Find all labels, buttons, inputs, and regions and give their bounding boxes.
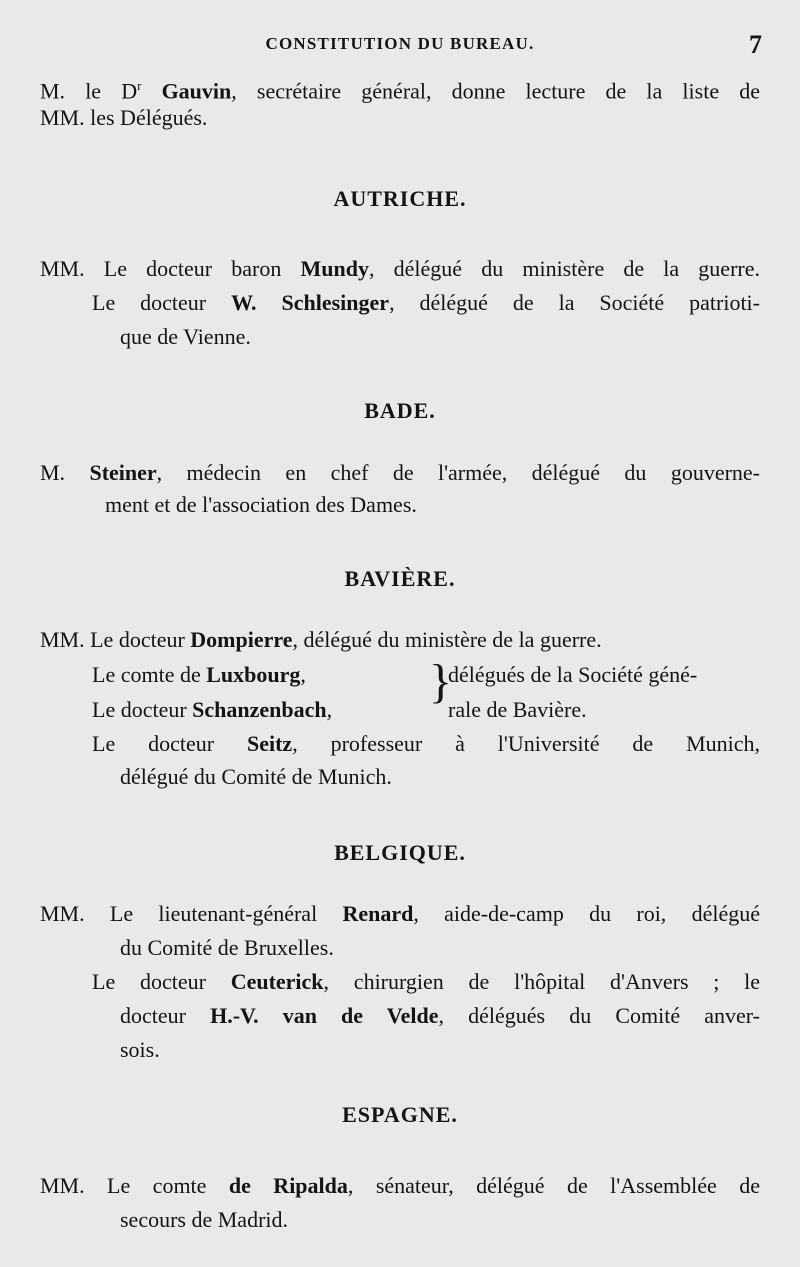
delegate-name: H.-V. van de Velde bbox=[210, 1003, 439, 1028]
baviere-line-1 bbox=[40, 626, 602, 654]
delegate-name: Luxbourg bbox=[206, 662, 301, 687]
delegate-name: Seitz bbox=[246, 731, 293, 756]
text: , aide-de-camp du roi, délégué bbox=[413, 901, 760, 926]
text: MM. Le comte bbox=[40, 1173, 229, 1198]
running-title: CONSTITUTION DU BUREAU. bbox=[265, 34, 535, 53]
belgique-line-2: du Comité de Bruxelles. bbox=[120, 935, 334, 960]
text: , délégués du Comité anver- bbox=[438, 1003, 760, 1028]
text: Le docteur bbox=[92, 697, 193, 722]
text: MM. Le lieutenant-général bbox=[40, 901, 343, 926]
autriche-line-1 bbox=[40, 255, 760, 283]
doctor-superscript: r bbox=[137, 78, 142, 93]
text: Le docteur bbox=[92, 290, 232, 315]
text: Le docteur bbox=[92, 969, 231, 994]
intro-prefix: M. le D bbox=[40, 78, 138, 104]
baviere-brace-text-2: rale de Bavière. bbox=[448, 697, 587, 722]
text: , délégué de la Société patrioti- bbox=[389, 290, 760, 315]
page-header bbox=[0, 30, 800, 59]
text: , médecin en chef de l'armée, délégué du gouverne- bbox=[156, 460, 760, 485]
delegate-name: Ceuterick bbox=[230, 969, 324, 994]
text: , professeur à l'Université de Munich, bbox=[292, 731, 761, 756]
heading-bade: BADE. bbox=[364, 398, 436, 423]
heading-belgique: BELGIQUE. bbox=[334, 840, 466, 865]
baviere-line-4 bbox=[92, 730, 760, 758]
delegate-name: de Ripalda bbox=[228, 1173, 348, 1198]
intro-line-1 bbox=[40, 72, 760, 105]
text: , sénateur, délégué de l'Assemblée de bbox=[347, 1173, 760, 1198]
delegate-name: Mundy bbox=[300, 256, 369, 281]
autriche-line-2 bbox=[92, 289, 760, 317]
page-number: 7 bbox=[749, 30, 762, 59]
heading-espagne: ESPAGNE. bbox=[342, 1102, 458, 1127]
delegate-name: Schanzenbach bbox=[192, 697, 327, 722]
text: , chirurgien de l'hôpital d'Anvers ; le bbox=[323, 969, 761, 994]
baviere-line-5: délégué du Comité de Munich. bbox=[120, 764, 392, 789]
espagne-line-2: secours de Madrid. bbox=[120, 1207, 289, 1232]
belgique-line-4 bbox=[120, 1002, 760, 1030]
heading-baviere: BAVIÈRE. bbox=[344, 566, 456, 591]
text: Le comte de bbox=[92, 662, 207, 687]
text: MM. Le docteur bbox=[40, 627, 191, 652]
belgique-line-1 bbox=[40, 900, 760, 928]
intro-line-2: MM. les Délégués. bbox=[40, 105, 208, 130]
delegate-name: Renard bbox=[342, 901, 414, 926]
text: , délégué du ministère de la guerre. bbox=[368, 256, 760, 281]
intro-name: Gauvin bbox=[141, 78, 232, 104]
autriche-line-3: que de Vienne. bbox=[120, 324, 251, 349]
delegate-name: Steiner bbox=[89, 460, 157, 485]
curly-brace-icon: } bbox=[429, 655, 453, 708]
text: MM. Le docteur baron bbox=[40, 256, 301, 281]
baviere-line-2 bbox=[92, 661, 306, 689]
bade-line-1 bbox=[40, 459, 760, 487]
text: Le docteur bbox=[92, 731, 247, 756]
delegate-name: Dompierre bbox=[190, 627, 293, 652]
text: , bbox=[326, 697, 333, 722]
intro-text: , secrétaire général, donne lecture de la liste de bbox=[231, 78, 760, 104]
espagne-line-1 bbox=[40, 1172, 760, 1200]
belgique-line-3 bbox=[92, 968, 760, 996]
bade-line-2: ment et de l'association des Dames. bbox=[105, 492, 417, 517]
delegate-name: W. Schlesinger bbox=[231, 290, 390, 315]
baviere-brace-text-1: délégués de la Société géné- bbox=[448, 662, 698, 687]
belgique-line-5: sois. bbox=[120, 1037, 160, 1062]
baviere-line-3 bbox=[92, 696, 332, 724]
text: , bbox=[300, 662, 306, 687]
text: , délégué du ministère de la guerre. bbox=[292, 627, 602, 652]
text: docteur bbox=[120, 1003, 211, 1028]
heading-autriche: AUTRICHE. bbox=[333, 186, 467, 211]
text: M. bbox=[40, 460, 90, 485]
